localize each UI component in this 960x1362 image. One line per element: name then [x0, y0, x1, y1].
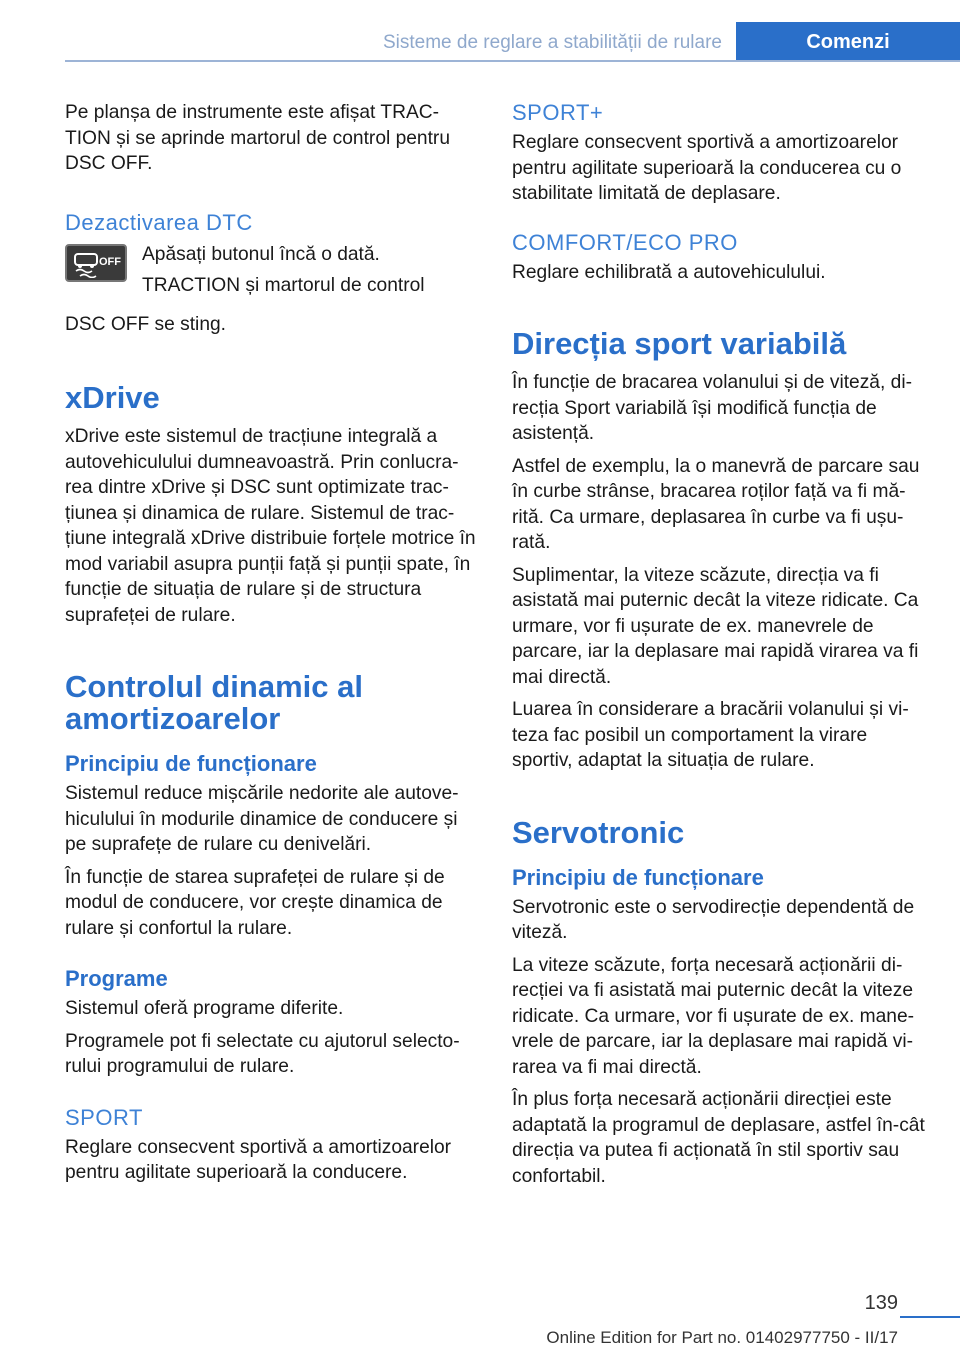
- paragraph: Reglare echilibrată a autovehiculului.: [512, 261, 826, 283]
- paragraph: Sistemul reduce mișcările nedorite ale autove-hiculului în modurile dinamice de conducere și pe suprafețe de rulare cu denivelări.: [65, 783, 459, 855]
- heading-dtc-off: Dezactivarea DTC: [65, 209, 253, 235]
- heading-damper-control: Controlul dinamic al amortizoarelor: [65, 669, 363, 736]
- paragraph: TRACTION și martorul de control: [142, 275, 425, 296]
- heading-xdrive: xDrive: [65, 380, 160, 415]
- header-rule: [65, 60, 960, 62]
- heading-sport: SPORT: [65, 1104, 143, 1130]
- edition-note: Online Edition for Part no. 01402977750 - II/17: [546, 1328, 898, 1347]
- paragraph: Sistemul oferă programe diferite.: [65, 998, 344, 1019]
- heading-servotronic: Servotronic: [512, 814, 685, 850]
- page-header: [65, 22, 960, 62]
- header-section-title: Sisteme de reglare a stabilității de rulare: [382, 32, 722, 53]
- heading-comfort-eco-pro: COMFORT/ECO PRO: [512, 229, 738, 255]
- dtc-button-instruction: [65, 242, 480, 312]
- heading-variable-sport-steering: Direcția sport variabilă: [512, 326, 847, 361]
- page-number: 139: [864, 1292, 898, 1314]
- header-chapter-tab: Comenzi: [736, 22, 960, 62]
- paragraph: În funcție de starea suprafeței de rulare și de modul de conducere, vor crește dinamica de rulare și confortul la rulare.: [65, 866, 445, 939]
- paragraph: Pe planșa de instrumente este afișat TRAC-TION și se aprinde martorul de control pentru DSC OFF.: [65, 102, 450, 174]
- paragraph: În funcție de bracarea volanului și de viteză, di-recția Sport variabilă își modifică funcția de asistență.: [512, 372, 912, 444]
- paragraph: Reglare consecvent sportivă a amortizoarelor pentru agilitate superioară la conducere.: [65, 1136, 452, 1183]
- heading-principle: Principiu de funcționare: [65, 751, 317, 776]
- page-footer: [0, 1292, 960, 1362]
- left-column: [65, 100, 480, 1193]
- paragraph: Programele pot fi selectate cu ajutorul selecto-rului programului de rulare.: [65, 1030, 460, 1077]
- right-column: [512, 100, 927, 1196]
- paragraph: DSC OFF se sting.: [65, 313, 226, 335]
- paragraph: În plus forța necesară acționării direcției este adaptată la programul de deplasare, astfel în-cât direcția va putea fi acționată în stil sportiv sau confortabil.: [512, 1089, 925, 1187]
- paragraph: Reglare consecvent sportivă a amortizoarelor pentru agilitate superioară la conducerea cu o stabilitate limitată de deplasare.: [512, 132, 902, 204]
- dsc-off-button-icon: [65, 244, 127, 282]
- heading-programs: Programe: [65, 966, 168, 991]
- paragraph: Luarea în considerare a bracării volanului și vi-teza fac posibil un comportament la virare sportiv, adaptat la situația de rulare.: [512, 699, 909, 771]
- skid-car-icon: [71, 250, 101, 278]
- heading-principle: Principiu de funcționare: [512, 864, 764, 890]
- paragraph: xDrive este sistemul de tracțiune integrală a autovehiculului dumneavoastră. Prin conlucra-rea dintre xDrive și DSC sunt optimizate trac-țiunea și dinamica de rulare. Sistemul de trac-țiune integrală xDrive distribuie forțele motrice în mod variabil asupra punții față și punții spate, în funcție de situația de rulare și de structura suprafeței de rulare.: [65, 426, 476, 626]
- paragraph: Apăsați butonul încă o dată.: [142, 243, 380, 265]
- paragraph: Suplimentar, la viteze scăzute, direcția va fi asistată mai puternic decât la viteze ridicate. Ca urmare, vor fi ușurate de ex. manevrele de parcare, iar la deplasare mai rapidă virarea va fi mai directă.: [512, 564, 919, 688]
- heading-sport-plus: SPORT+: [512, 100, 604, 125]
- footer-rule: [900, 1316, 960, 1318]
- paragraph: Servotronic este o servodirecție dependentă de viteză.: [512, 896, 915, 943]
- paragraph: La viteze scăzute, forța necesară acționării di-recției va fi asistată mai puternic decât la viteze ridicate. Ca urmare, vor fi ușurate de ex. mane-vrele de parcare, iar la deplasare mai rapidă vi-rarea va fi mai directă.: [512, 954, 915, 1078]
- off-label: OFF: [99, 255, 121, 268]
- paragraph: Astfel de exemplu, la o manevră de parcare sau în curbe strânse, bracarea roților față va fi mă-rită. Ca urmare, deplasarea în curbe va fi ușu-rată.: [512, 455, 920, 553]
